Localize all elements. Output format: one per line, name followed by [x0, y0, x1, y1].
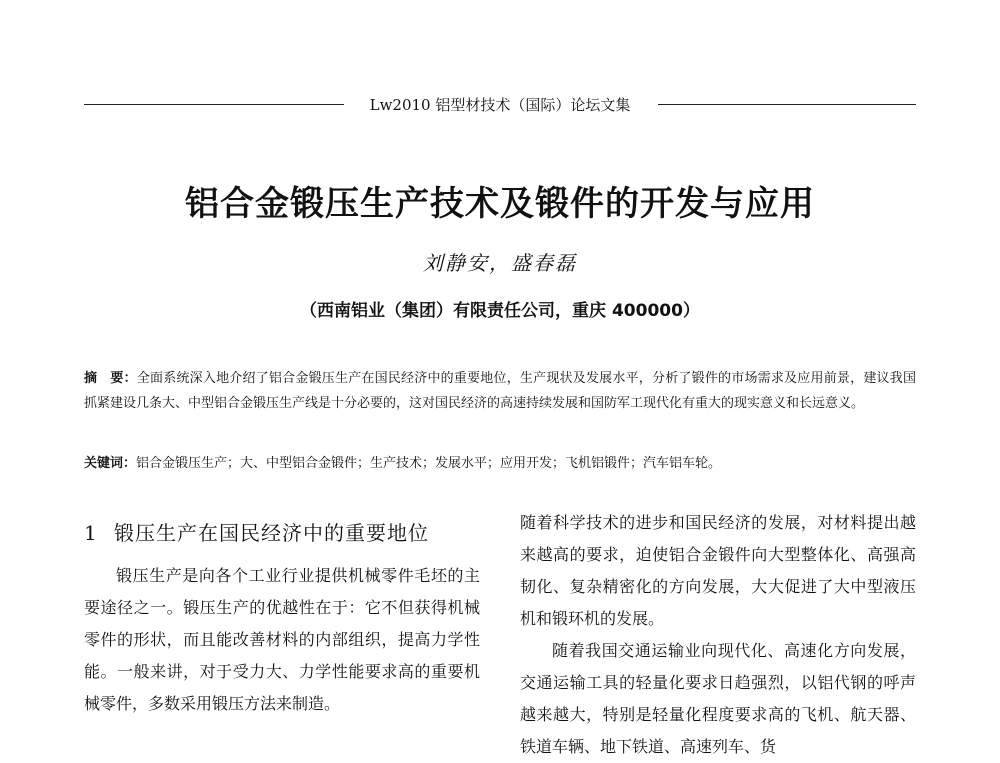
body-paragraph: 锻压生产是向各个工业行业提供机械零件毛坯的主要途径之一。锻压生产的优越性在于：它不但获得机械零件的形状，而且能改善材料的内部组织，提高力学性能。一般来讲，对于受力大、力学性能要求高的重要机械零件，多数采用锻压方法来制造。 — [84, 566, 480, 713]
body-column-right — [520, 507, 916, 763]
header-rule-right — [658, 104, 916, 105]
running-title: Lw2010 铝型材技术（国际）论坛文集 — [369, 96, 631, 114]
section-title: 锻压生产在国民经济中的重要地位 — [114, 521, 429, 545]
paper-affiliation: （西南铝业（集团）有限责任公司，重庆 400000） — [300, 301, 700, 321]
body-column-left — [84, 512, 480, 720]
running-header — [84, 94, 916, 116]
abstract-text: 全面系统深入地介绍了铝合金锻压生产在国民经济中的重要地位，生产现状及发展水平，分析了锻件的市场需求及应用前景，建议我国抓紧建设几条大、中型铝合金锻压生产线是十分必要的，这对国民经济的高速持续发展和国防军工现代化有重大的现实意义和长远意义。 — [84, 371, 916, 411]
abstract-label: 摘 要： — [84, 371, 137, 386]
paper-title: 铝合金锻压生产技术及锻件的开发与应用 — [185, 184, 815, 224]
section-heading — [84, 512, 480, 554]
keywords-label: 关键词： — [84, 456, 137, 471]
keywords-text: 铝合金锻压生产；大、中型铝合金锻件；生产技术；发展水平；应用开发；飞机铝锻件；汽车铝车轮。 — [136, 456, 722, 471]
abstract — [84, 366, 916, 416]
body-paragraph: 随着科学技术的进步和国民经济的发展，对材料提出越来越高的要求，迫使铝合金锻件向大型整体化、高强高韧化、复杂精密化的方向发展，大大促进了大中型液压机和锻环机的发展。 — [520, 513, 916, 628]
section-number: 1 — [84, 521, 98, 545]
keywords — [84, 452, 916, 476]
body-paragraph: 随着我国交通运输业向现代化、高速化方向发展，交通运输工具的轻量化要求日趋强烈，以铝代钢的呼声越来越大，特别是轻量化程度要求高的飞机、航天器、铁道车辆、地下铁道、高速列车、货 — [520, 641, 916, 756]
paper-authors: 刘静安，盛春磊 — [423, 251, 577, 275]
